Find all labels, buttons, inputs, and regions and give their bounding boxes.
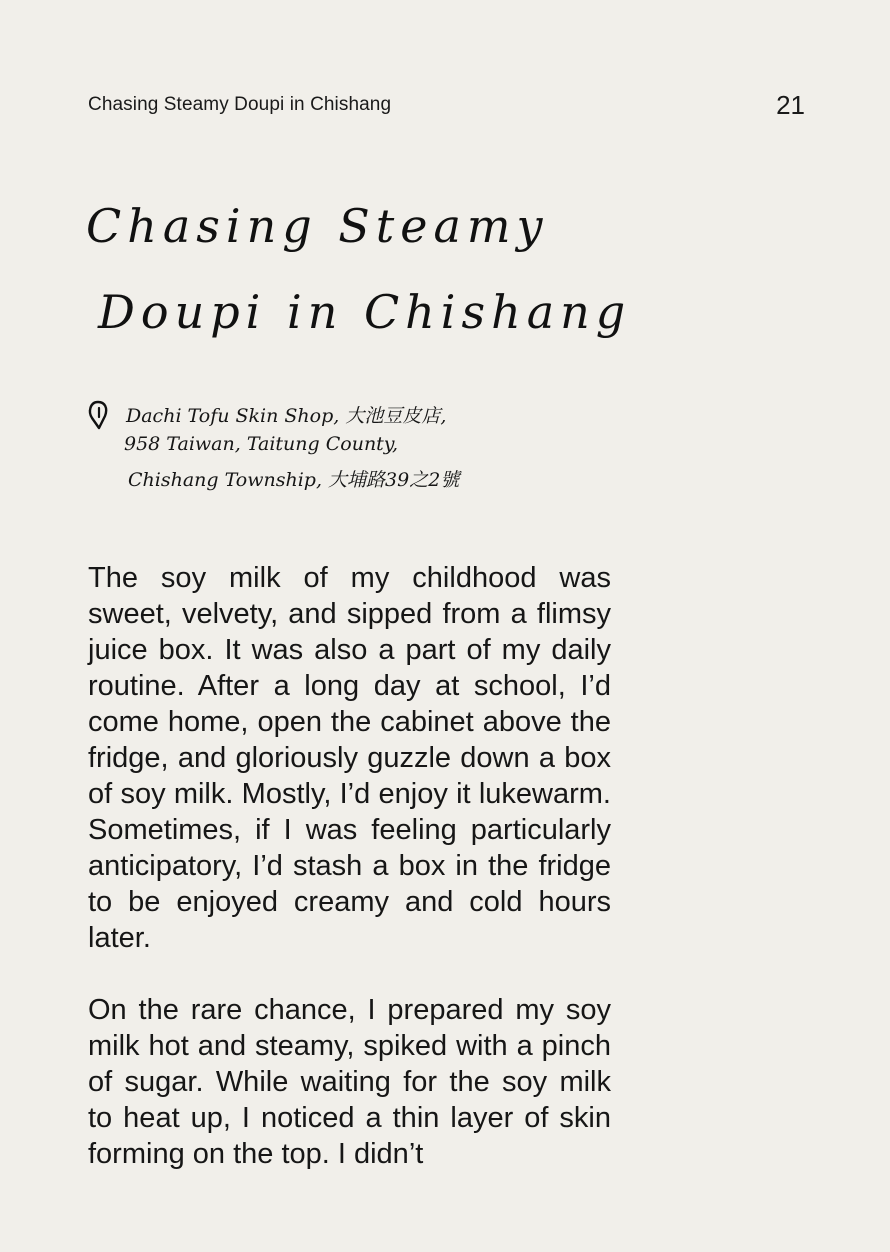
handwritten-title	[84, 199, 632, 390]
page-number: 21	[776, 90, 805, 120]
handwritten-title-line-2: Doupi in Chishang	[98, 285, 632, 339]
address-line-3: Chishang Township, 大埔路39之2號	[128, 469, 460, 491]
paragraph-1: The soy milk of my childhood was sweet, velvety, and sipped from a flimsy juice box. It was also a part of my daily routine. After a long day at school, I’d come home, open the cabinet above the fridge, and gloriously guzzle down a box of soy milk. Mostly, I’d enjoy it lukewarm. Sometimes, if I was feeling particularly anticipatory, I’d stash a box in the fridge to be enjoyed creamy and cold hours later.	[88, 562, 611, 954]
address-line-1: Dachi Tofu Skin Shop, 大池豆皮店,	[126, 405, 447, 427]
handwritten-title-line-1: Chasing Steamy	[86, 199, 549, 253]
paragraph-2: On the rare chance, I prepared my soy milk hot and steamy, spiked with a pinch of sugar. While waiting for the soy milk to heat up, I noticed a thin layer of skin forming on the top. I didn’t	[88, 994, 611, 1170]
address-line-2: 958 Taiwan, Taitung County,	[124, 433, 399, 455]
location-pin-icon	[90, 402, 106, 428]
body-text	[88, 560, 611, 1208]
handwritten-address	[88, 398, 588, 508]
running-title: Chasing Steamy Doupi in Chishang	[88, 94, 392, 115]
